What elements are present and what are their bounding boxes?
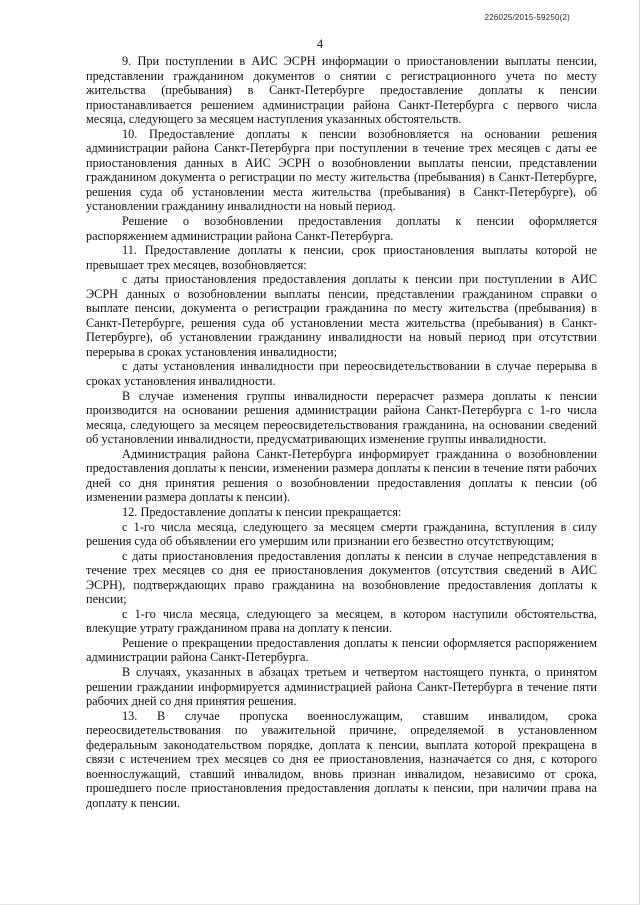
paragraph-12: 12. Предоставление доплаты к пенсии прекращается: — [122, 504, 402, 519]
paragraph-10: 10. Предоставление доплаты к пенсии возобновляется на основании решения администрации района Санкт-Петербурга при поступлении в течение трех месяцев с даты ее приостановления данных в АИС ЭСРН о возобновлении выплаты пенсии, представлении гражданином документа о регистрации по месту жительства (пребывания) в Санкт-Петербурге, решения суда об установлении места жительства (пребывания) в Санкт-Петербурге), об установлении гражданину инвалидности на новый период. — [86, 126, 597, 214]
paragraph-11-item-2: с даты установления инвалидности при переосвидетельствовании в случае перерыва в сроках установления инвалидности. — [86, 359, 597, 389]
paragraph-12-item-3: с 1-го числа месяца, следующего за месяцем, в котором наступили обстоятельства, влекущие утрату гражданином права на доплату к пенсии. — [86, 606, 597, 636]
document-id: 226025/2015-59250(2) — [484, 13, 570, 22]
page-number: 4 — [316, 37, 324, 51]
paragraph-12-notification: В случаях, указанных в абзацах третьем и четвертом настоящего пункта, о принятом решении граждании информируется администрацией района Санкт-Петербурга в течение пяти рабочих дней со дня принятия решения. — [86, 664, 597, 709]
paragraph-12-item-1: с 1-го числа месяца, следующего за месяцем смерти гражданина, вступления в силу решения суда об объявлении его умершим или признании его безвестно отсутствующим; — [86, 519, 597, 549]
paragraph-12-item-2: с даты приостановления предоставления доплаты к пенсии в случае непредставления в течение трех месяцев со дня ее приостановления документов (отсутствия сведений в АИС ЭСРН), подтверждающих право гражданина на возобновление предоставления доплаты к пенсии; — [86, 548, 597, 607]
paragraph-11-disability-group: В случае изменения группы инвалидности перерасчет размера доплаты к пенсии производится на основании решения администрации района Санкт-Петербурга с 1-го числа месяца, следующего за месяцем переосвидетельствования гражданина, на основании сведений об установлении инвалидности, предусматривающих изменение группы инвалидности. — [86, 388, 597, 447]
paragraph-12-decision: Решение о прекращении предоставления доплаты к пенсии оформляется распоряжением администрации района Санкт-Петербурга. — [86, 635, 597, 665]
paragraph-9: 9. При поступлении в АИС ЭСРН информации о приостановлении выплаты пенсии, представлении гражданином документов о снятии с регистрационного учета по месту жительства (пребывания) в Санкт-Петербурге предоставление доплаты к пенсии приостанавливается решением администрации района Санкт-Петербурга с первого числа месяца, следующего за месяцем наступления указанных обстоятельств. — [86, 54, 597, 127]
paragraph-11-notification: Администрация района Санкт-Петербурга информирует гражданина о возобновлении предоставления доплаты к пенсии, изменении размера доплаты к пенсии в течение пяти рабочих дней со дня принятия решения о возобновлении предоставления доплаты к пенсии (об изменении размера доплаты к пенсии). — [86, 446, 597, 505]
paragraph-11-item-1: с даты приостановления предоставления доплаты к пенсии при поступлении в АИС ЭСРН данных о возобновлении выплаты пенсии, представлении гражданином справки о выплате пенсии, документа о регистрации гражданина по месту жительства (пребывания) в Санкт-Петербурге, решения суда об установлении места жительства (пребывания) в Санкт-Петербурге), об установлении гражданину инвалидности на новый период при отсутствии перерыва в сроках установления инвалидности; — [86, 272, 597, 359]
paragraph-13: 13. В случае пропуска военнослужащим, ставшим инвалидом, срока переосвидетельствования по уважительной причине, определяемой в установленном федеральным законодательством порядке, доплата к пенсии, выплата которой прекращена в связи с истечением трех месяцев со дня ее приостановления, назначается со дня, с которого военнослужащий, ставший инвалидом, вновь признан инвалидом, независимо от срока, прошедшего после приостановления предоставления доплаты к пенсии, при наличии права на доплату к пенсии. — [86, 708, 597, 810]
paragraph-11: 11. Предоставление доплаты к пенсии, срок приостановления выплаты которой не превышает трех месяцев, возобновляется: — [86, 243, 597, 272]
document-body — [86, 54, 597, 810]
paragraph-10-decision: Решение о возобновлении предоставления доплаты к пенсии оформляется распоряжением администрации района Санкт-Петербурга. — [86, 214, 597, 243]
